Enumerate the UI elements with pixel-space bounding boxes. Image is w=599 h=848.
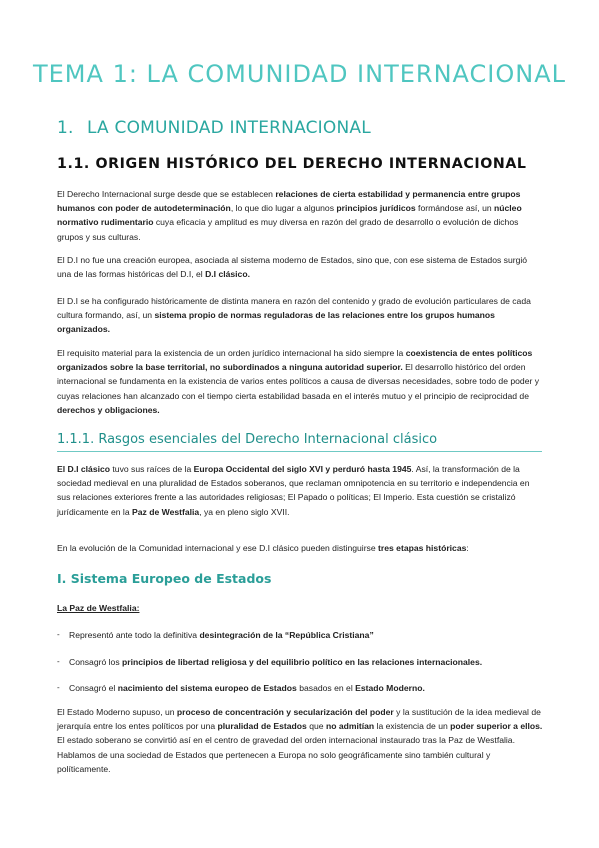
heading-underline	[57, 451, 542, 452]
bold-text: poder superior a ellos.	[450, 721, 543, 732]
text: El desarrollo histórico del orden internacional se fundamenta en la existencia de varios entes políticos a causa de diversas necesidades, sobre todo de poder y cuyas relaciones han alcanzado con el tiempo cierta estabilidad basada en el interés mutuo y el principio de reciprocidad de	[57, 362, 540, 401]
text: El Derecho Internacional surge desde que se establecen	[57, 189, 276, 199]
westfalia-label	[57, 601, 543, 615]
text: El Estado Moderno supuso, un	[57, 707, 177, 717]
text: , lo que dio lugar a algunos	[230, 203, 337, 214]
dash-bullet-icon: -	[57, 683, 60, 692]
text: y la sustitución de la idea medieval de jerarquía entre los entes políticos por una	[57, 707, 541, 732]
text: El requisito material para la existencia de un orden jurídico internacional ha sido siempre la	[57, 348, 406, 358]
bold-text: principios jurídicos	[336, 203, 416, 214]
text: cuya eficacia y amplitud es muy diversa en razón del grado de desarrollo o evolución de dichos grupos y sus culturas.	[57, 217, 519, 242]
bold-text: desintegración de la “República Cristiana”	[199, 630, 374, 640]
dash-bullet-icon: -	[57, 657, 60, 666]
paragraph-2	[57, 253, 543, 281]
text: Consagró los	[69, 657, 123, 667]
paragraph-1	[57, 187, 543, 244]
bold-text: no admitían	[325, 721, 375, 732]
text: Consagró el	[69, 683, 118, 693]
paragraph-4	[57, 346, 543, 417]
bold-text: pluralidad de Estados	[217, 721, 307, 732]
list-item	[57, 655, 543, 669]
section-title: LA COMUNIDAD INTERNACIONAL	[87, 118, 371, 138]
paragraph-7	[57, 705, 543, 776]
bold-text: D.I clásico.	[205, 269, 250, 280]
bold-text: El D.I clásico	[57, 464, 111, 474]
paragraph-3	[57, 294, 543, 337]
text: En la evolución de la Comunidad internacional y ese D.I clásico pueden distinguirse	[57, 543, 379, 553]
bold-text: Paz de Westfalia	[132, 506, 200, 517]
underlined-label: La Paz de Westfalia:	[57, 603, 140, 613]
bold-text: nacimiento del sistema europeo de Estados	[117, 683, 297, 693]
text: la existencia de un	[374, 721, 451, 732]
section-number: 1.	[57, 118, 74, 138]
text: formándose así, un	[415, 203, 495, 214]
bold-text: coexistencia de entes políticos organizados sobre la base territorial, no subordinados a ninguna autoridad superior.	[57, 348, 533, 373]
text: El estado soberano se convirtió así en el centro de gravedad del orden internacional instaurado tras la Paz de Westfalia. Hablamos de una sociedad de Estados que pertenecen a Europa no solo geográficamente sino también cultural y políticamente.	[57, 735, 515, 774]
text: . Así, la transformación de la sociedad medieval en una pluralidad de Estados soberanos, que reclaman omnipotencia en su territorio e independencia en sus relaciones exteriores frente a las autoridades religiosas; El Papado o políticas; El Imperio. Esta cuestión se cristalizó jurídicamente en la	[57, 464, 530, 517]
text: tuvo sus raíces de la	[110, 464, 194, 474]
paragraph-6	[57, 541, 543, 555]
bold-text: tres etapas históricas	[378, 543, 467, 553]
document-title: TEMA 1: LA COMUNIDAD INTERNACIONAL	[32, 60, 567, 88]
text: basados en el	[296, 683, 356, 693]
bold-text: derechos y obligaciones.	[57, 404, 160, 415]
subsubsection-heading: 1.1.1. Rasgos esenciales del Derecho Internacional clásico	[57, 432, 438, 447]
text: :	[466, 543, 469, 553]
section-heading	[57, 118, 371, 138]
bold-text: núcleo normativo rudimentario	[57, 203, 522, 228]
text: que	[306, 721, 326, 732]
text: El D.I se ha configurado históricamente de distinta manera en razón del contenido y grado de evolución particulares de cada cultura formando, así, un	[57, 296, 531, 321]
text: El D.I no fue una creación europea, asociada al sistema moderno de Estados, sino que, con ese sistema de Estados surgió una de las formas históricas del D.I, el	[57, 255, 528, 280]
stage-heading: I. Sistema Europeo de Estados	[57, 571, 272, 586]
bold-text: Estado Moderno.	[355, 683, 425, 693]
subsection-heading: 1.1. ORIGEN HISTÓRICO DEL DERECHO INTERNACIONAL	[57, 156, 527, 172]
bold-text: relaciones de cierta estabilidad y permanencia entre grupos humanos con poder de autodeterminación	[57, 189, 521, 214]
bold-text: sistema propio de normas reguladoras de las relaciones entre los grupos humanos organizados.	[57, 310, 495, 335]
list-item	[57, 628, 543, 642]
text: , ya en pleno siglo XVII.	[199, 506, 290, 517]
bold-text: proceso de concentración y secularización del poder	[176, 707, 394, 717]
dash-bullet-icon: -	[57, 630, 60, 639]
list-item	[57, 681, 543, 695]
paragraph-5	[57, 462, 543, 519]
bold-text: principios de libertad religiosa y del equilibrio político en las relaciones internacionales.	[122, 657, 483, 667]
bold-text: Europa Occidental del siglo XVI y perduró hasta 1945	[193, 464, 412, 474]
text: Representó ante todo la definitiva	[69, 630, 200, 640]
